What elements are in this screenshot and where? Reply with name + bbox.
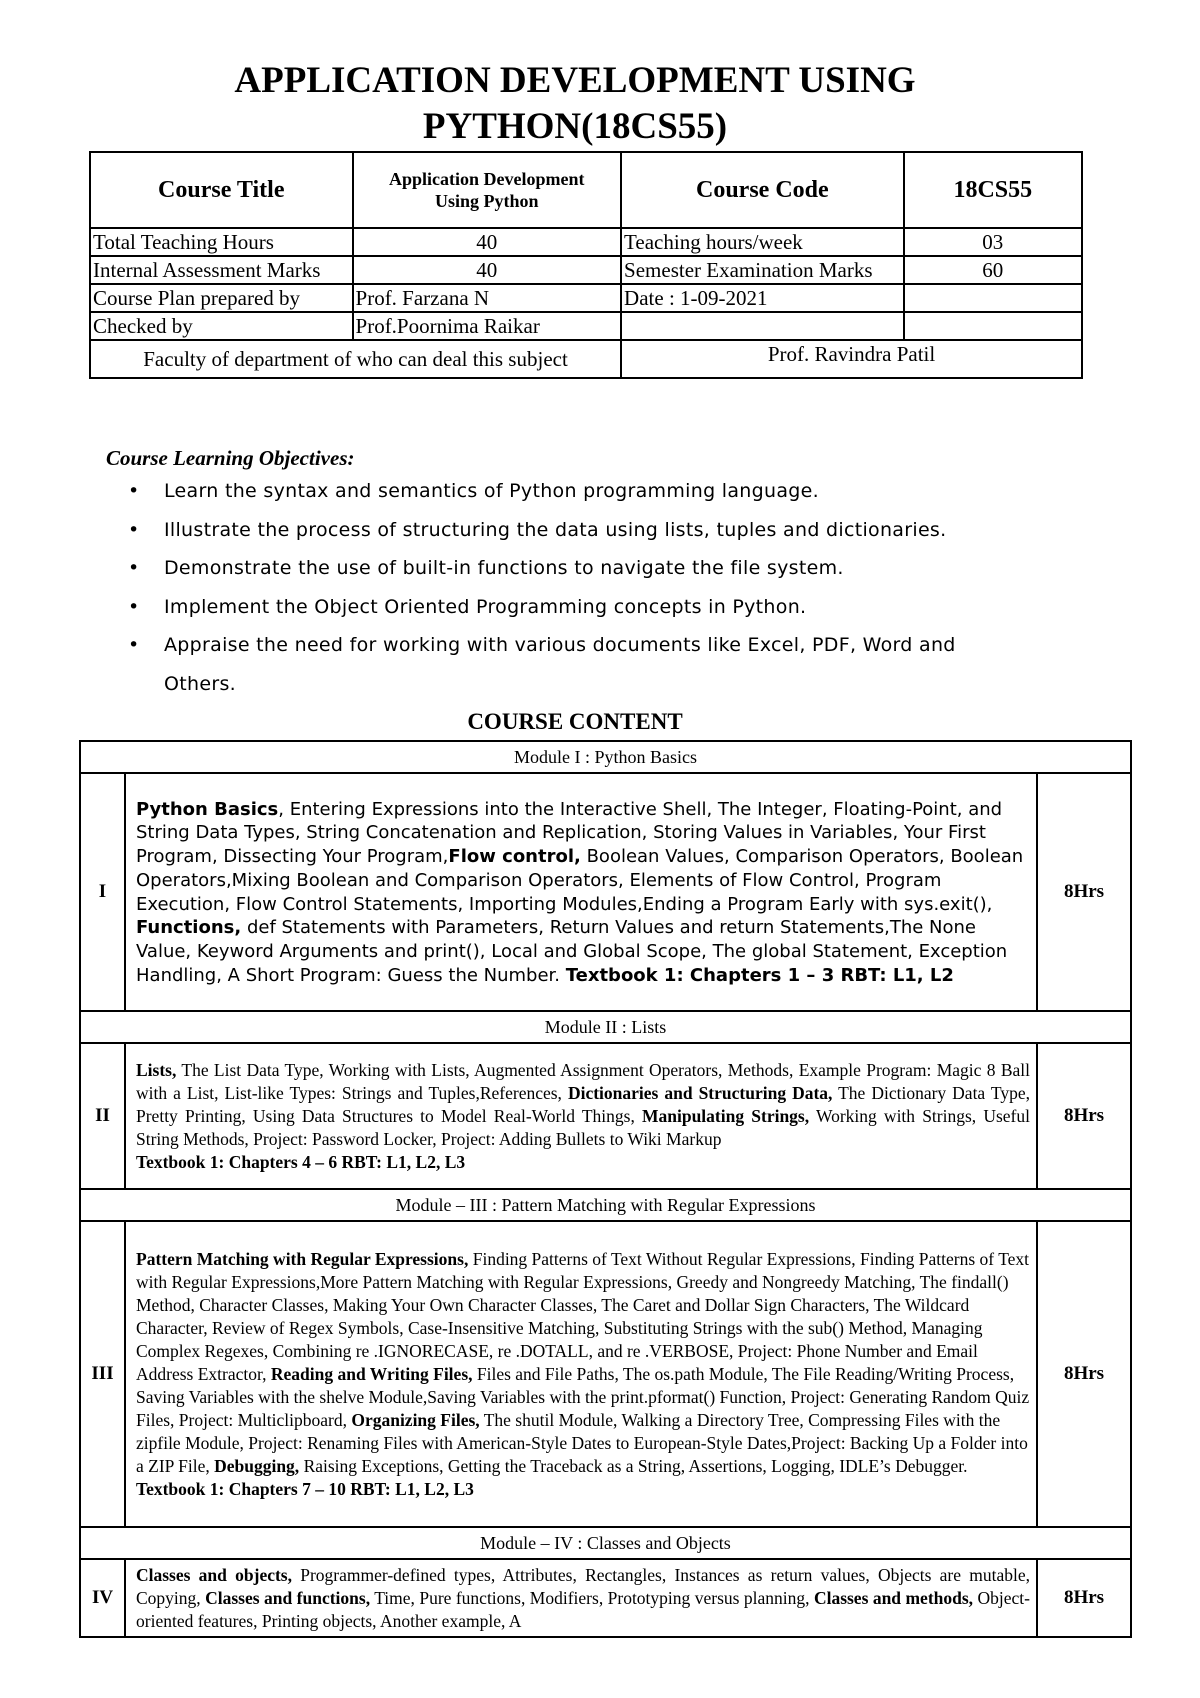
module-header: Module II : Lists — [80, 1011, 1131, 1043]
see-value: 60 — [904, 256, 1082, 284]
module-hours: 8Hrs — [1037, 773, 1131, 1011]
module-description: Python Basics, Entering Expressions into the Interactive Shell, The Integer, Floating-Point, and String Data Types, String Concatenation and Replication, Storing Values in Variables, Your First Program, Dissecting Your Program,Flow control, Boolean Values, Comparison Operators, Boolean Operators,Mixing Boolean and Comparison Operators, Elements of Flow Control, Program Execution, Flow Control Statements, Importing Modules,Ending a Program Early with sys.exit(), Functions, def Statements with Parameters, Return Values and return Statements,The None Value, Keyword Arguments and print(), Local and Global Scope, The global Statement, Exception Handling, A Short Program: Guess the Number. Textbook 1: Chapters 1 – 3 RBT: L1, L2 — [125, 773, 1037, 1011]
empty-cell — [904, 284, 1082, 312]
list-item: • Implement the Object Oriented Programming concepts in Python. — [128, 588, 1068, 627]
faculty-value: Prof. Ravindra Patil — [621, 340, 1082, 378]
ia-value: 40 — [353, 256, 622, 284]
module-description: Pattern Matching with Regular Expressions, Finding Patterns of Text Without Regular Expressions, Finding Patterns of Text with Regular Expressions,More Pattern Matching with Regular Expressions, Greedy and Nongreedy Matching, The findall() Method, Character Classes, Making Your Own Character Classes, The Caret and Dollar Sign Characters, The Wildcard Character, Review of Regex Symbols, Case-Insensitive Matching, Substituting Strings with the sub() Method, Managing Complex Regexes, Combining re .IGNORECASE, re .DOTALL, and re .VERBOSE, Project: Phone Number and Email Address Extractor, Reading and Writing Files, Files and File Paths, The os.path Module, The File Reading/Writing Process, Saving Variables with the shelve Module,Saving Variables with the print.pformat() Function, Project: Generating Random Quiz Files, Project: Multiclipboard, Organizing Files, The shutil Module, Walking a Directory Tree, Compressing Files with the zipfile Module, Project: Renaming Files with American-Style Dates to European-Style Dates,Project: Backing Up a Folder into a ZIP File, Debugging, Raising Exceptions, Getting the Traceback as a String, Assertions, Logging, IDLE’s Debugger. Textbook 1: Chapters 7 – 10 RBT: L1, L2, L3 — [125, 1221, 1037, 1527]
module-number: II — [80, 1043, 125, 1189]
table-row — [80, 773, 1131, 1011]
course-content-heading: COURSE CONTENT — [467, 709, 683, 734]
list-item: • Appraise the need for working with various documents like Excel, PDF, Word and Others. — [128, 626, 1068, 703]
prepared-label: Course Plan prepared by — [90, 284, 353, 312]
page-title — [0, 58, 1150, 150]
objectives-list — [128, 472, 1068, 703]
info-row — [90, 340, 1082, 378]
module-header: Module I : Python Basics — [80, 741, 1131, 773]
info-row — [90, 312, 1082, 340]
checked-label: Checked by — [90, 312, 353, 340]
module-number: IV — [80, 1559, 125, 1637]
module-header-row — [80, 1527, 1131, 1559]
hours-week-label: Teaching hours/week — [621, 228, 904, 256]
date-value: Date : 1-09-2021 — [621, 284, 904, 312]
module-number: I — [80, 773, 125, 1011]
prepared-value: Prof. Farzana N — [353, 284, 622, 312]
checked-value: Prof.Poornima Raikar — [353, 312, 622, 340]
faculty-label: Faculty of department of who can deal this subject — [90, 340, 621, 378]
see-label: Semester Examination Marks — [621, 256, 904, 284]
title-line-2: PYTHON(18CS55) — [422, 106, 728, 147]
hours-week-value: 03 — [904, 228, 1082, 256]
ia-label: Internal Assessment Marks — [90, 256, 353, 284]
module-header-row — [80, 1189, 1131, 1221]
course-code-value: 18CS55 — [904, 152, 1082, 228]
objectives-heading: Course Learning Objectives: — [106, 446, 355, 470]
module-number: III — [80, 1221, 125, 1527]
module-hours: 8Hrs — [1037, 1559, 1131, 1637]
course-code-label: Course Code — [621, 152, 904, 228]
info-row — [90, 228, 1082, 256]
module-header: Module – IV : Classes and Objects — [80, 1527, 1131, 1559]
module-hours: 8Hrs — [1037, 1221, 1131, 1527]
title-line-1: APPLICATION DEVELOPMENT USING — [234, 60, 916, 101]
list-item: • Demonstrate the use of built-in functions to navigate the file system. — [128, 549, 1068, 588]
info-row — [90, 284, 1082, 312]
info-header-row — [90, 152, 1082, 228]
module-description: Lists, The List Data Type, Working with Lists, Augmented Assignment Operators, Methods, Example Program: Magic 8 Ball with a List, List-like Types: Strings and Tuples,References, Dictionaries and Structuring Data, The Dictionary Data Type, Pretty Printing, Using Data Structures to Model Real-World Things, Manipulating Strings, Working with Strings, Useful String Methods, Project: Password Locker, Project: Adding Bullets to Wiki Markup Textbook 1: Chapters 4 – 6 RBT: L1, L2, L3 — [125, 1043, 1037, 1189]
table-row — [80, 1043, 1131, 1189]
table-row — [80, 1221, 1131, 1527]
module-header-row — [80, 741, 1131, 773]
module-header: Module – III : Pattern Matching with Regular Expressions — [80, 1189, 1131, 1221]
list-item: • Illustrate the process of structuring the data using lists, tuples and dictionaries. — [128, 511, 1068, 550]
module-header-row — [80, 1011, 1131, 1043]
module-hours: 8Hrs — [1037, 1043, 1131, 1189]
module-description: Classes and objects, Programmer-defined types, Attributes, Rectangles, Instances as return values, Objects are mutable, Copying, Classes and functions, Time, Pure functions, Modifiers, Prototyping versus planning, Classes and methods, Object-oriented features, Printing objects, Another example, A — [125, 1559, 1037, 1637]
course-content-table — [79, 740, 1132, 1638]
list-item: • Learn the syntax and semantics of Python programming language. — [128, 472, 1068, 511]
total-hours-label: Total Teaching Hours — [90, 228, 353, 256]
total-hours-value: 40 — [353, 228, 622, 256]
course-title-label: Course Title — [90, 152, 353, 228]
empty-cell — [904, 312, 1082, 340]
info-row — [90, 256, 1082, 284]
course-title-value: Application Development Using Python — [353, 152, 622, 228]
course-info-table — [89, 151, 1083, 379]
empty-cell — [621, 312, 904, 340]
table-row — [80, 1559, 1131, 1637]
